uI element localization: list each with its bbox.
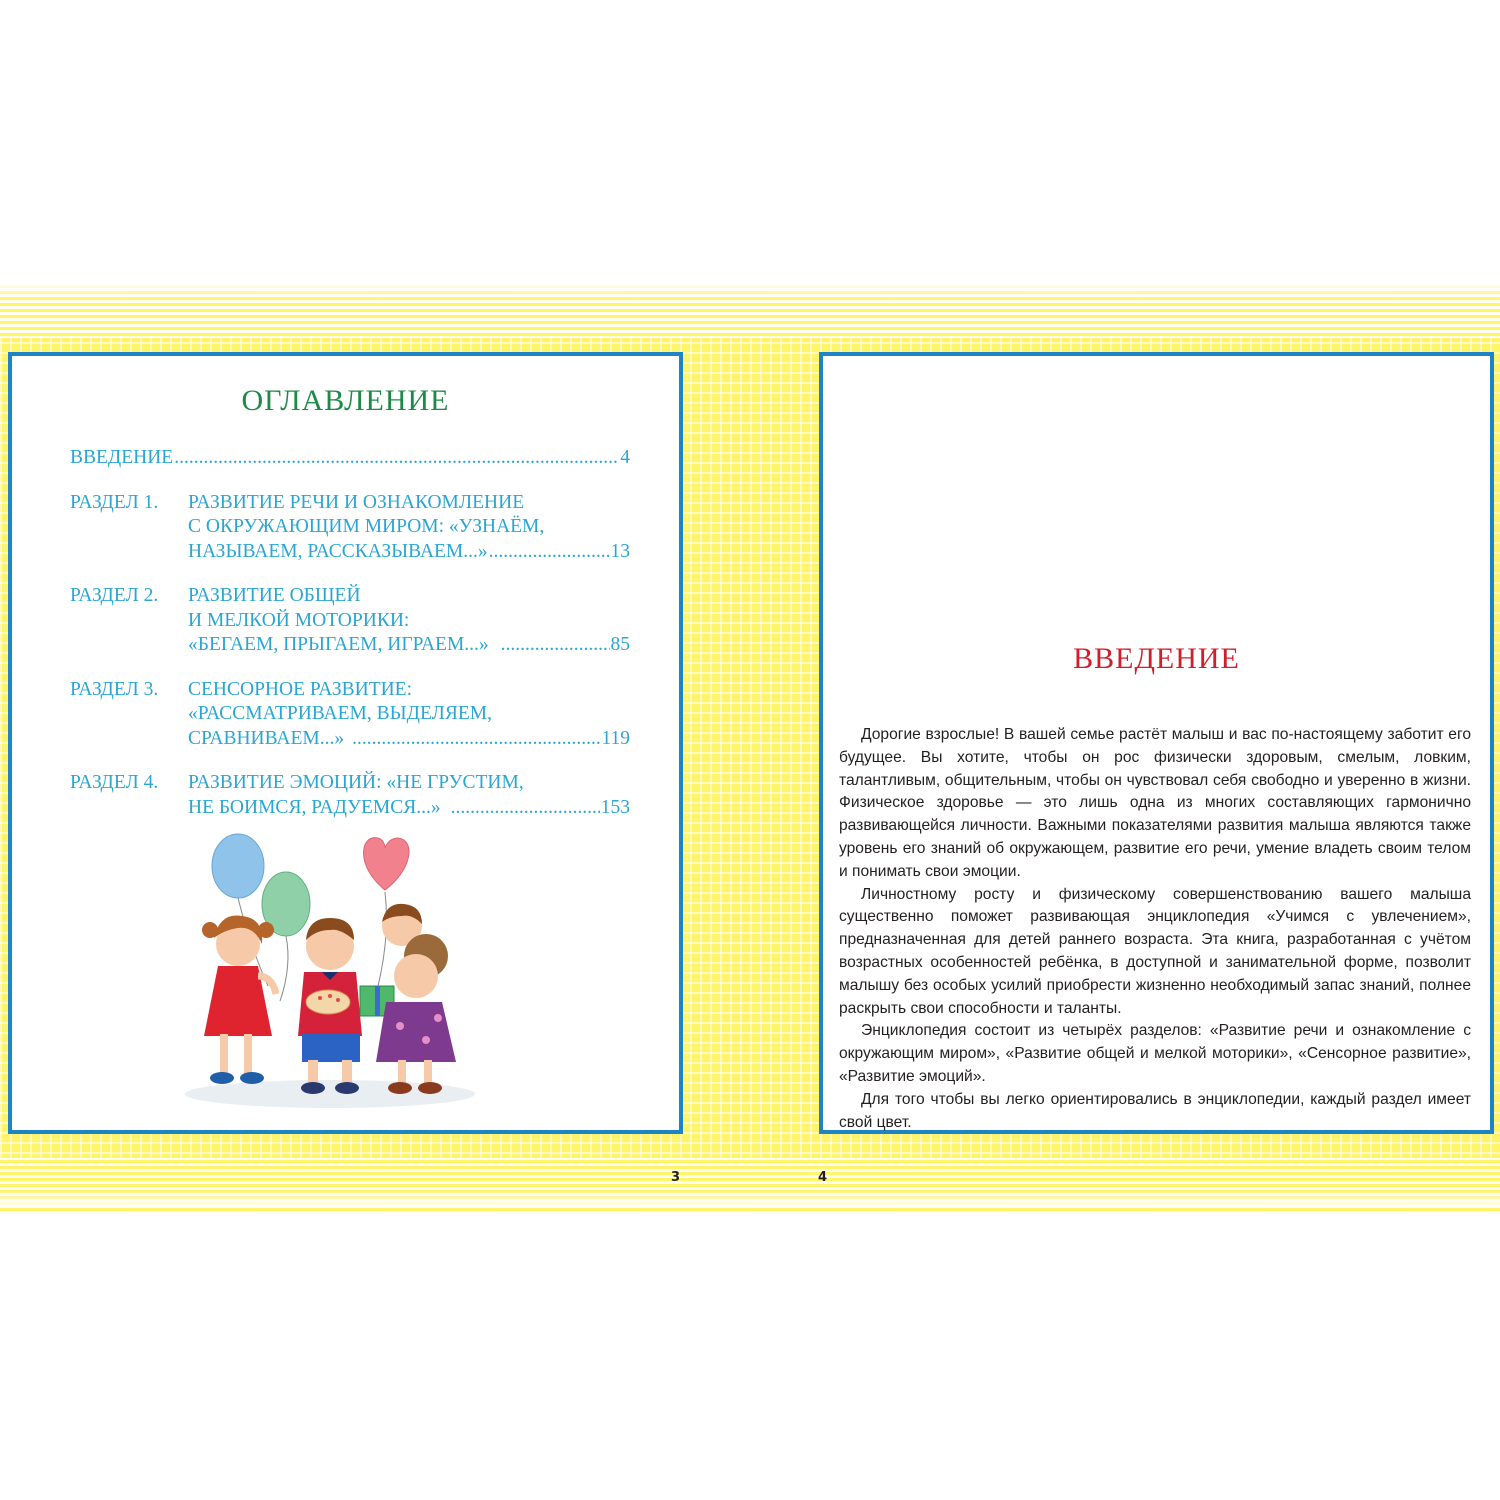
toc-section-line: РАЗВИТИЕ РЕЧИ И ОЗНАКОМЛЕНИЕ [188,491,525,513]
toc-section-number: РАЗДЕЛ 1. [70,491,159,513]
balloon-string [280,936,288,1001]
intro-paragraph: Энциклопедия состоит из четырёх разделов: «Развитие речи и ознакомление с окружающим миром», «Развитие общей и мелкой моторики», «Сенсорное развитие», «Развитие эмоций». [839,1022,1471,1085]
toc-section-line: НАЗЫВАЕМ, РАССКАЗЫВАЕМ...» [188,540,488,562]
bottom-fade [0,1190,1500,1208]
toc-leader-dots [352,727,600,752]
toc-section-line: И МЕЛКОЙ МОТОРИКИ: [188,609,410,631]
toc-section-line: РАЗВИТИЕ ЭМОЦИЙ: «НЕ ГРУСТИМ, [188,772,524,793]
toc-section-page: 153 [600,796,630,818]
toc-section-line: С ОКРУЖАЮЩИМ МИРОМ: «УЗНАЁМ, [188,516,545,537]
toc-section-line: НЕ БОИМСЯ, РАДУЕМСЯ...» [188,796,441,818]
toc-section-number: РАЗДЕЛ 3. [70,678,159,700]
toc-entry-section-4[interactable] [70,771,630,820]
right-page-introduction [819,352,1494,1134]
toc-leader-dots [451,796,600,821]
girl-red-dress [202,915,276,1084]
intro-body [839,724,1471,1134]
toc-section-line: СРАВНИВАЕМ...» [188,727,345,749]
toc-section-page: 13 [610,540,630,562]
intro-paragraph: Личностному росту и физическому совершенствованию вашего малыша существенно поможет развивающая энциклопедия «Учимся с увлечением», предназначенная для детей раннего возраста. Эта книга, разработанная с учётом возрастных особенностей ребёнка, в доступной и занимательной форме, позволит малышу без особых усилий приобрести жизненно необходимый запас знаний, полнее раскрыть свои способности и таланты. [839,885,1471,1017]
toc-section-number: РАЗДЕЛ 4. [70,772,159,793]
intro-paragraph: Для того чтобы вы легко ориентировались в энциклопедии, каждый раздел имеет свой цвет. [839,1090,1471,1131]
toc-intro-label: ВВЕДЕНИЕ [70,447,174,468]
toc-section-line: «РАССМАТРИВАЕМ, ВЫДЕЛЯЕМ, [188,703,492,724]
toc-list [70,446,630,840]
toc-section-line: СЕНСОРНОЕ РАЗВИТИЕ: [188,678,413,700]
toc-leader-dots [489,540,610,565]
toc-entry-section-3[interactable] [70,678,630,752]
intro-title: ВВЕДЕНИЕ [1073,642,1240,675]
balloon-string [378,892,386,986]
blue-balloon [212,834,264,898]
children-with-balloons-illustration [180,826,480,1111]
boy-with-cake [298,918,362,1094]
gift-ribbon [375,986,380,1016]
book-spread-background [0,282,1500,1208]
toc-section-page: 119 [601,727,630,749]
top-fade [0,282,1500,300]
toc-intro-page: 4 [620,447,630,468]
heart-balloon [363,838,408,890]
left-page-toc [8,352,683,1134]
toc-entry-section-2[interactable] [70,584,630,658]
toc-entry-section-1[interactable] [70,491,630,565]
toc-entry-intro[interactable] [70,446,630,471]
toc-leader-dots [501,633,610,658]
toc-section-line: «БЕГАЕМ, ПРЫГАЕМ, ИГРАЕМ...» [188,634,489,655]
toc-section-number: РАЗДЕЛ 2. [70,585,159,606]
page-number-left: 3 [671,1170,681,1185]
intro-paragraph: Дорогие взрослые! В вашей семье растёт малыш и вас по-настоящему заботит его будущее. Вы хотите, чтобы он рос физически здоровым, смелым, ловким, талантливым, общительным, чтобы он чувствовал себя свободно и уверенно в жизни. Физическое здоровье — это лишь одна из многих составляющих гармонично развивающейся личности. Важными показателями развития малыша являются также уровень его знаний об окружающем, развитие его речи, умение владеть своим телом и понимать свои эмоции. [839,726,1471,880]
toc-title: ОГЛАВЛЕНИЕ [241,384,450,417]
toc-section-page: 85 [610,634,630,655]
toc-section-line: РАЗВИТИЕ ОБЩЕЙ [188,585,361,606]
toc-leader-dots [174,446,619,471]
page-number-right: 4 [818,1170,828,1185]
